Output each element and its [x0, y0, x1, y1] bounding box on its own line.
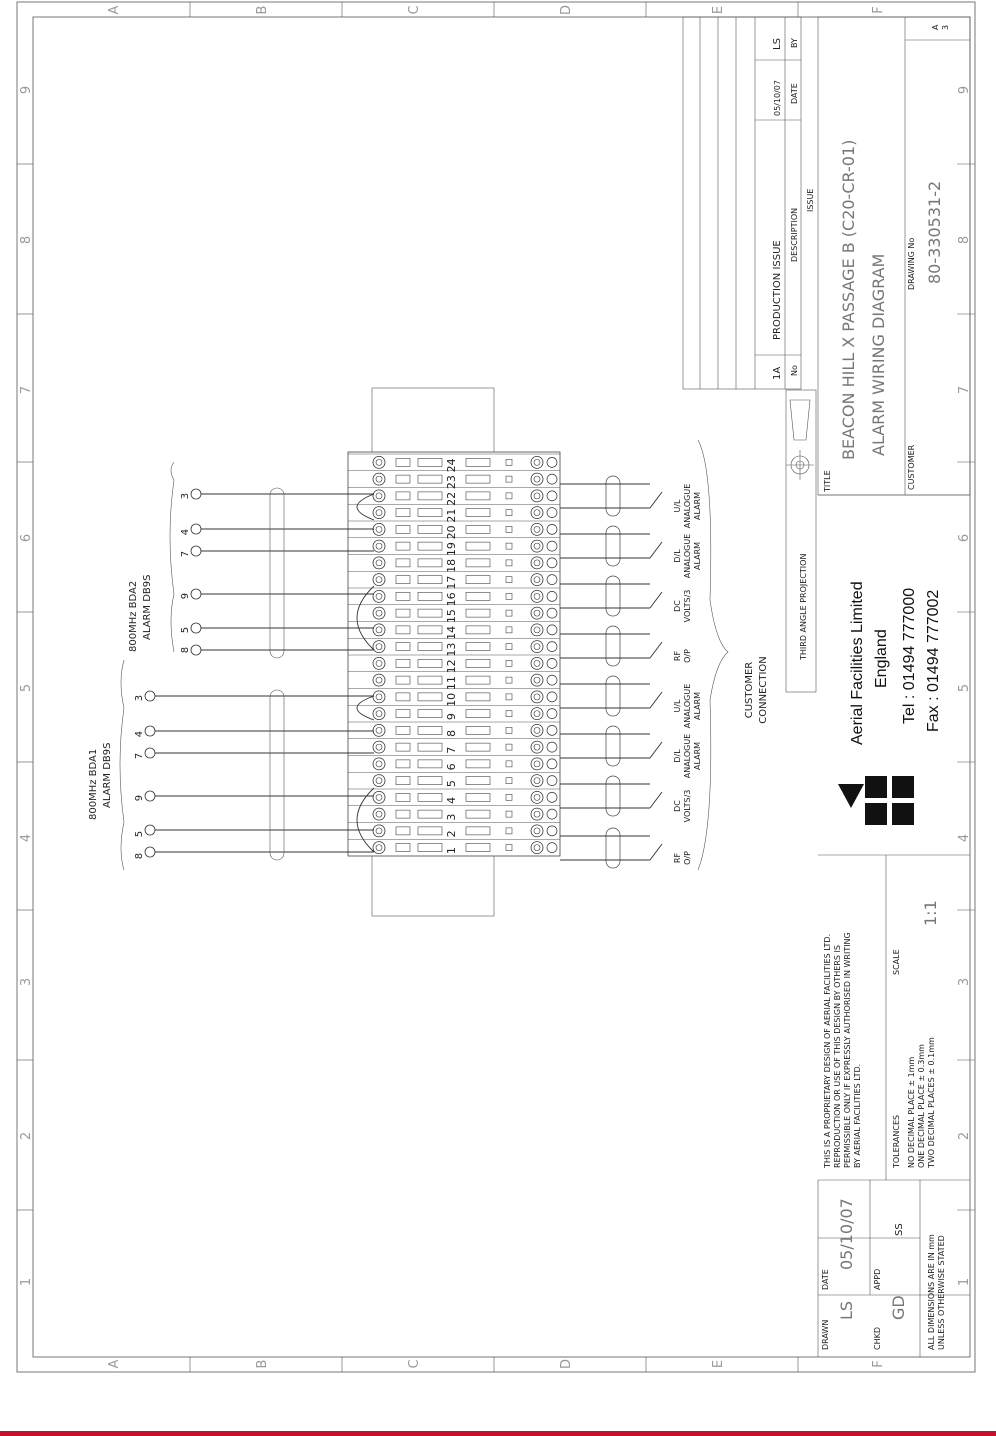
pin-socket — [145, 847, 155, 857]
company-logo — [838, 776, 914, 825]
bda2-pin: 3 — [180, 492, 191, 500]
grid-letter: A — [107, 5, 122, 15]
tolerance-line1: NO DECIMAL PLACE ± 1mm — [907, 1056, 916, 1168]
revision-col-date: DATE — [790, 83, 799, 104]
bda2-pin: 9 — [180, 592, 191, 600]
output-label-line1: D/L — [673, 549, 682, 563]
output-label-line1: DC — [673, 800, 682, 812]
grid-numbers-left — [19, 86, 34, 1286]
dimensions-line2: UNLESS OTHERWISE STATED — [937, 1235, 946, 1350]
pin-socket — [191, 589, 201, 599]
customer-connection-brace — [698, 440, 728, 870]
pin-socket — [145, 791, 155, 801]
bda1-brace — [120, 660, 124, 870]
output-group — [560, 828, 692, 868]
grid-letter: D — [559, 4, 574, 16]
output-group — [560, 726, 702, 778]
sheet-size-number: 3 — [941, 24, 950, 30]
grid-number: 1 — [19, 1277, 34, 1287]
tolerances-label: TOLERANCES — [892, 1114, 901, 1168]
output-label-line1: RF — [673, 650, 682, 662]
grid-number: 5 — [19, 683, 34, 693]
terminal-number: 6 — [445, 763, 458, 771]
output-group — [560, 776, 692, 822]
grid-number: 5 — [957, 683, 972, 693]
terminal-number: 4 — [445, 796, 458, 804]
title-line1: BEACON HILL X PASSAGE B (C20-CR-01) — [839, 139, 858, 460]
grid-number: 3 — [957, 977, 972, 987]
revision-col-by: BY — [790, 38, 799, 48]
output-group — [560, 676, 702, 728]
bda2-subtitle: ALARM DB9S — [142, 574, 153, 640]
dimensions-line1: ALL DIMENSIONS ARE IN mm — [927, 1234, 936, 1350]
customer-connection-line2: CONNECTION — [758, 656, 769, 724]
terminal-number: 15 — [445, 609, 458, 624]
grid-letter: F — [871, 1360, 886, 1368]
terminal-number: 5 — [445, 780, 458, 788]
output-label-line2: VOLTS/3 — [683, 589, 692, 623]
drawing-no: 80-330531-2 — [925, 180, 944, 284]
bda1-subtitle: ALARM DB9S — [102, 742, 113, 808]
bda1-pin: 3 — [134, 694, 145, 702]
appd-label: APPD — [873, 1268, 882, 1290]
output-group — [560, 626, 692, 666]
grid-letter: B — [255, 1359, 270, 1369]
bda2-pin: 7 — [180, 550, 191, 558]
revision-table — [683, 17, 801, 389]
title-label: TITLE — [823, 470, 832, 492]
grid-letters-top — [107, 5, 886, 15]
terminal-number: 22 — [445, 491, 458, 506]
pin-socket — [191, 623, 201, 633]
revision-col-issue: ISSUE — [806, 188, 815, 212]
bda1-pin: 7 — [134, 752, 145, 760]
grid-number: 6 — [19, 533, 34, 543]
grid-letters-bottom — [107, 1359, 886, 1369]
chkd-label: CHKD — [873, 1326, 882, 1350]
pin-socket — [145, 726, 155, 736]
grid-letter: E — [711, 1359, 726, 1369]
bda2-pin: 8 — [180, 646, 191, 654]
bda2-brace — [170, 462, 174, 652]
grid-letter: A — [107, 1359, 122, 1369]
output-label-line1: U/L — [673, 499, 682, 513]
grid-letter: E — [711, 5, 726, 15]
terminal-number: 10 — [445, 692, 458, 707]
grid-number: 4 — [19, 833, 34, 843]
terminal-number: 17 — [445, 575, 458, 590]
output-label-line2: ANALOGUE — [683, 683, 692, 729]
drawn-value: LS — [837, 1300, 856, 1320]
grid-letter: F — [871, 6, 886, 14]
grid-number: 1 — [957, 1277, 972, 1287]
title-line2: ALARM WIRING DIAGRAM — [869, 253, 888, 456]
bda1-pin: 4 — [134, 730, 145, 738]
terminal-number: 3 — [445, 813, 458, 821]
grid-number: 9 — [19, 85, 34, 95]
terminal-number: 19 — [445, 542, 458, 557]
revision-col-description: DESCRIPTION — [790, 207, 799, 262]
output-label-line2: ANALOGUE — [683, 533, 692, 579]
customer-connection-line1: CUSTOMER — [744, 661, 755, 719]
terminal-number: 13 — [445, 642, 458, 657]
terminal-number: 18 — [445, 558, 458, 573]
terminal-number: 11 — [445, 676, 458, 691]
grid-letter: B — [255, 5, 270, 15]
proprietary-line1: THIS IS A PROPRIETARY DESIGN OF AERIAL FACILITIES LTD. — [823, 933, 832, 1168]
bda1-pin: 5 — [134, 830, 145, 838]
output-label-line2: ANALOGUE — [683, 483, 692, 529]
bda2-pin: 5 — [180, 626, 191, 634]
wiring — [145, 489, 374, 857]
drawn-label: DRAWN — [821, 1319, 830, 1350]
output-label-line3: ALARM — [693, 691, 702, 721]
pin-socket — [191, 524, 201, 534]
cable-glands — [270, 488, 284, 860]
output-group — [560, 526, 702, 578]
tolerance-line3: TWO DECIMAL PLACES ± 0.1mm — [927, 1037, 936, 1168]
sheet-size-letter: A — [931, 24, 940, 30]
appd-value: SS — [894, 1223, 905, 1236]
output-label-line2: O/P — [683, 851, 692, 865]
terminal-number: 8 — [445, 729, 458, 737]
output-label-line1: D/L — [673, 749, 682, 763]
projection-label: THIRD ANGLE PROJECTION — [799, 553, 808, 660]
terminal-number: 9 — [445, 713, 458, 721]
pin-socket — [191, 645, 201, 655]
output-label-line2: VOLTS/3 — [683, 789, 692, 823]
grid-number: 4 — [957, 833, 972, 843]
proprietary-line2: REPRODUCTION OR USE OF THIS DESIGN BY OTHERS IS — [833, 945, 842, 1168]
terminal-number: 14 — [445, 625, 458, 640]
pin-socket — [191, 546, 201, 556]
bda2-title: 800MHz BDA2 — [128, 580, 139, 652]
pin-socket — [145, 825, 155, 835]
proprietary-line4: BY AERIAL FACILITIES LTD. — [853, 1063, 862, 1168]
grid-number: 9 — [957, 85, 972, 95]
output-label-line2: ANALOGUE — [683, 733, 692, 779]
connector-bda2 — [128, 462, 191, 653]
bda1-title: 800MHz BDA1 — [88, 748, 99, 820]
pin-socket — [145, 748, 155, 758]
grid-letter: D — [559, 1358, 574, 1370]
date-value: 05/10/07 — [837, 1198, 856, 1270]
connector-bda1 — [88, 660, 145, 870]
projection-symbol — [786, 400, 814, 480]
output-label-line1: DC — [673, 600, 682, 612]
output-label-line2: O/P — [683, 649, 692, 663]
pin-socket — [191, 489, 201, 499]
terminal-number: 16 — [445, 592, 458, 607]
grid-number: 6 — [957, 533, 972, 543]
date-label: DATE — [821, 1269, 830, 1290]
revision-description: PRODUCTION ISSUE — [772, 240, 783, 340]
pin-socket — [145, 691, 155, 701]
grid-number: 3 — [19, 977, 34, 987]
output-label-line3: ALARM — [693, 491, 702, 521]
terminal-number: 24 — [445, 458, 458, 473]
output-label-line1: U/L — [673, 699, 682, 713]
output-labels — [560, 476, 702, 868]
revision-date: 05/10/07 — [773, 80, 782, 116]
scale-value: 1:1 — [921, 900, 940, 926]
company-name: Aerial Facilities Limited — [849, 581, 866, 745]
terminal-number: 20 — [445, 525, 458, 540]
grid-number: 8 — [957, 235, 972, 245]
terminal-number: 7 — [445, 746, 458, 754]
drawing-no-label: DRAWING No — [907, 237, 916, 290]
customer-label: CUSTOMER — [907, 444, 916, 490]
output-label-line3: ALARM — [693, 741, 702, 771]
grid-number: 7 — [957, 385, 972, 395]
revision-by: LS — [772, 38, 783, 50]
proprietary-line3: PERMISSIBLE ONLY IF EXPRESSLY AUTHORISED IN WRITING — [843, 932, 852, 1168]
grid-number: 2 — [957, 1131, 972, 1141]
page-bottom-rule — [0, 1431, 996, 1436]
output-group — [560, 476, 702, 528]
tolerance-line2: ONE DECIMAL PLACE ± 0.3mm — [917, 1044, 926, 1168]
terminal-number: 12 — [445, 659, 458, 674]
bda1-pin: 9 — [134, 794, 145, 802]
terminal-number: 2 — [445, 830, 458, 838]
revision-col-no: No — [790, 365, 799, 376]
company-tel: Tel : 01494 777000 — [901, 587, 918, 724]
grid-number: 8 — [19, 235, 34, 245]
grid-number: 7 — [19, 385, 34, 395]
terminal-number: 21 — [445, 508, 458, 523]
bda1-pin: 8 — [134, 852, 145, 860]
output-label-line3: ALARM — [693, 541, 702, 571]
chkd-value: GD — [889, 1295, 908, 1320]
bda2-pin: 4 — [180, 528, 191, 536]
grid-number: 2 — [19, 1131, 34, 1141]
company-country: England — [873, 629, 890, 688]
grid-letter: C — [407, 5, 422, 15]
terminal-number: 1 — [445, 847, 458, 855]
output-label-line1: RF — [673, 852, 682, 864]
scale-label: SCALE — [892, 949, 901, 975]
output-group — [560, 576, 692, 622]
grid-letter: C — [407, 1359, 422, 1369]
terminal-number: 23 — [445, 475, 458, 490]
company-fax: Fax : 01494 777002 — [925, 589, 942, 732]
revision-no: 1A — [772, 366, 783, 380]
